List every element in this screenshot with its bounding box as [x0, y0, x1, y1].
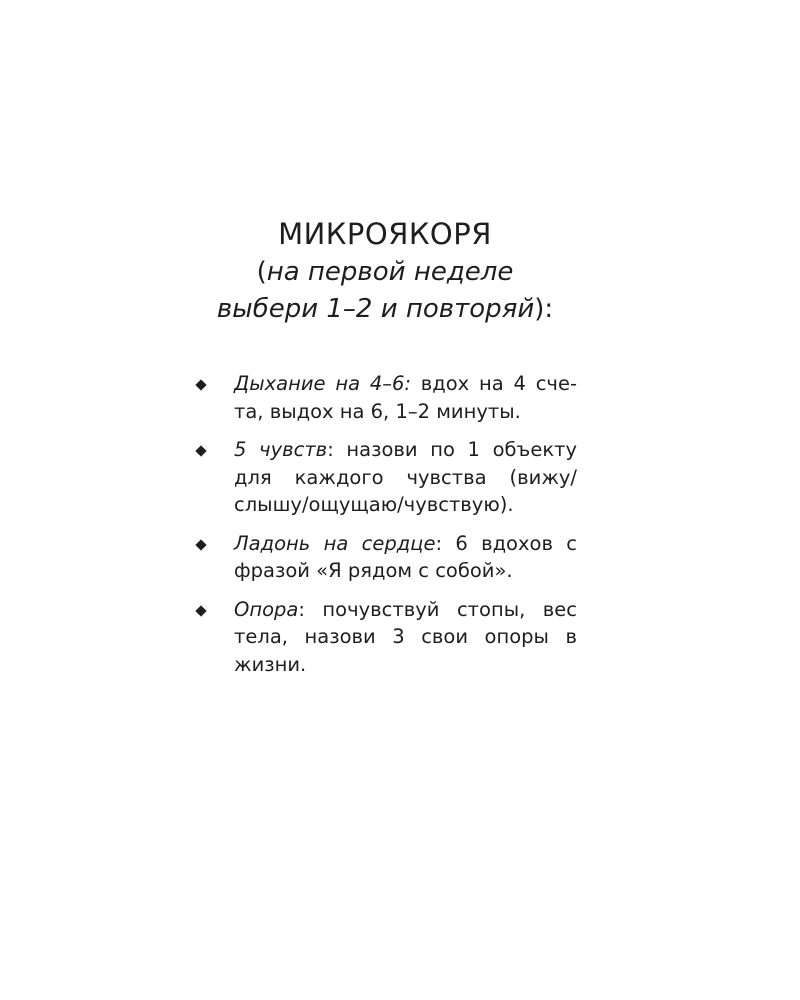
anchor-term: Ладонь на сердце: [234, 531, 436, 555]
anchor-term: 5 чувств: [234, 438, 328, 461]
anchor-term: Опора: [234, 597, 299, 621]
anchor-text: : почувствуй стопы, вес тела, назови 3 свои опоры в жизни.: [234, 597, 577, 676]
subtitle-line-2: выбери 1–2 и повторяй: [216, 294, 535, 324]
list-item: [197, 596, 577, 679]
subtitle-line-1: на первой неделе: [266, 257, 514, 287]
diamond-bullet-icon: [195, 605, 206, 616]
subtitle-open-paren: (: [256, 257, 267, 287]
subtitle-close-paren: ):: [534, 294, 554, 324]
list-item: [197, 530, 577, 585]
anchor-list: [197, 370, 577, 689]
page-subtitle: [0, 254, 770, 328]
heading-block: [0, 214, 770, 328]
list-item: [197, 436, 577, 519]
anchor-term: Дыхание на 4–6:: [234, 372, 411, 395]
diamond-bullet-icon: [195, 539, 206, 550]
diamond-bullet-icon: [195, 379, 206, 390]
anchor-text: : назови по 1 объекту для каждого чувства (вижу/ слышу/ощущаю/чувствую).: [234, 438, 577, 516]
anchor-text: вдох на 4 счета, выдох на 6, 1–2 минуты.: [234, 372, 577, 423]
list-item: [197, 370, 577, 425]
page-title: МИКРОЯКОРЯ: [278, 217, 492, 251]
diamond-bullet-icon: [195, 445, 206, 456]
anchor-text: : 6 вдохов с фразой «Я рядом с собой».: [234, 531, 577, 582]
